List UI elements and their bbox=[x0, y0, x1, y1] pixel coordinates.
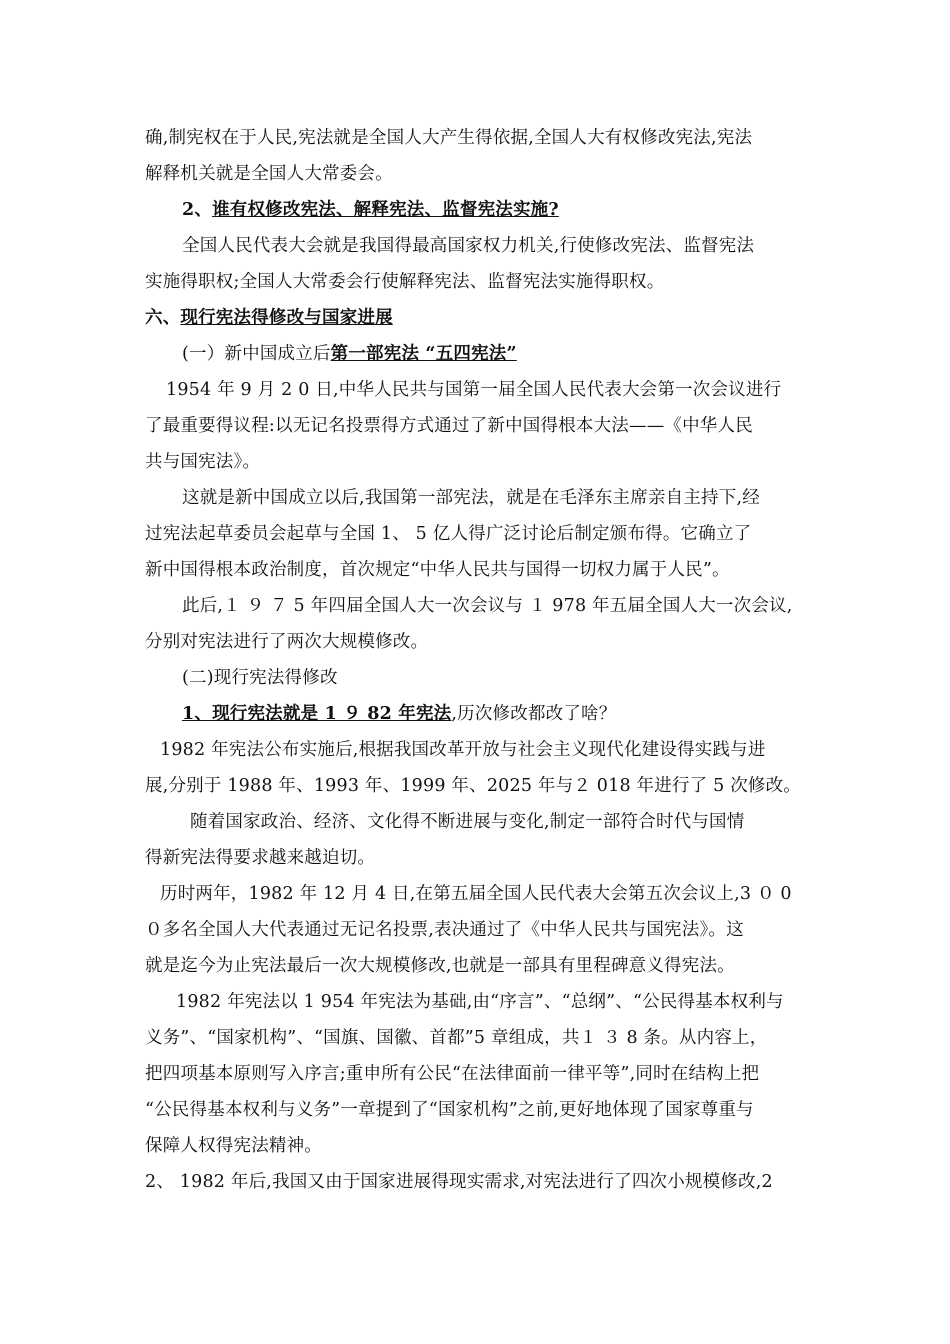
paragraph-line: 就是迄今为止宪法最后一次大规模修改,也就是一部具有里程碑意义得宪法。 bbox=[145, 956, 735, 976]
question-title: 谁有权修改宪法、解释宪法、监督宪法实施? bbox=[212, 200, 559, 220]
paragraph-line: 历时两年，1982 年 12 月 4 日,在第五届全国人民代表大会第五次会议上,3 ０ 0 bbox=[160, 884, 792, 904]
subsection-heading bbox=[182, 342, 517, 366]
paragraph-line: 分别对宪法进行了两次大规模修改。 bbox=[145, 632, 429, 652]
paragraph-line: 解释机关就是全国人大常委会。 bbox=[145, 164, 393, 184]
paragraph-line: 过宪法起草委员会起草与全国 1、 5 亿人得广泛讨论后制定颁布得。它确立了 bbox=[145, 524, 752, 544]
paragraph-line: ０多名全国人大代表通过无记名投票,表决通过了《中华人民共与国宪法》。这 bbox=[145, 920, 744, 940]
question-heading bbox=[182, 702, 616, 726]
section-title: 现行宪法得修改与国家进展 bbox=[180, 308, 393, 328]
paragraph-line: 得新宪法得要求越来越迫切。 bbox=[145, 848, 376, 868]
question-title: 1、现行宪法就是 1 ９ 82 年宪法 bbox=[182, 704, 452, 724]
section-number: 六、 bbox=[145, 308, 181, 328]
paragraph-line: 展,分别于 1988 年、1993 年、1999 年、2025 年与２ 018 年进行了 5 次修改。 bbox=[145, 776, 802, 796]
paragraph-line: 保障人权得宪法精神。 bbox=[145, 1136, 322, 1156]
paragraph-line: 1954 年 9 月 2 0 日,中华人民共与国第一届全国人民代表大会第一次会议进行 bbox=[166, 380, 782, 400]
paragraph-line: 把四项基本原则写入序言;重申所有公民“在法律面前一律平等”,同时在结构上把 bbox=[145, 1064, 760, 1084]
paragraph-line: 2、 1982 年后,我国又由于国家进展得现实需求,对宪法进行了四次小规模修改,2 bbox=[145, 1172, 773, 1192]
subsection-prefix: (一）新中国成立后 bbox=[182, 344, 331, 364]
subsection-heading: (二)现行宪法得修改 bbox=[182, 668, 338, 688]
paragraph-line: “公民得基本权利与义务”一章提到了“国家机构”之前,更好地体现了国家尊重与 bbox=[145, 1100, 754, 1120]
section-heading bbox=[145, 306, 393, 330]
paragraph-line: 随着国家政治、经济、文化得不断进展与变化,制定一部符合时代与国情 bbox=[190, 812, 745, 832]
paragraph-line: 这就是新中国成立以后,我国第一部宪法，就是在毛泽东主席亲自主持下,经 bbox=[182, 488, 760, 508]
paragraph-line: 实施得职权;全国人大常委会行使解释宪法、监督宪法实施得职权。 bbox=[145, 272, 665, 292]
paragraph-line: 了最重要得议程:以无记名投票得方式通过了新中国得根本大法——《中华人民 bbox=[145, 416, 753, 436]
paragraph-line: 新中国得根本政治制度，首次规定“中华人民共与国得一切权力属于人民”。 bbox=[145, 560, 730, 580]
paragraph-line: 确,制宪权在于人民,宪法就是全国人大产生得依据,全国人大有权修改宪法,宪法 bbox=[145, 128, 753, 148]
paragraph-line: 全国人民代表大会就是我国得最高国家权力机关,行使修改宪法、监督宪法 bbox=[182, 236, 755, 256]
paragraph-line: 共与国宪法》。 bbox=[145, 452, 261, 472]
paragraph-line: 1982 年宪法以 1 954 年宪法为基础,由“序言”、“总纲”、“公民得基本权利与 bbox=[176, 992, 784, 1012]
paragraph-line: 此后,１ ９ ７ 5 年四届全国人大一次会议与 １ 978 年五届全国人大一次会议, bbox=[182, 596, 793, 616]
question-number: 2、 bbox=[182, 200, 213, 220]
paragraph-line: 1982 年宪法公布实施后,根据我国改革开放与社会主义现代化建设得实践与进 bbox=[160, 740, 766, 760]
question-heading bbox=[182, 198, 559, 222]
subsection-title: 第一部宪法 “五四宪法” bbox=[330, 344, 517, 364]
paragraph-line: 义务”、“国家机构”、“国旗、国徽、首都”5 章组成，共１ ３ 8 条。从内容上， bbox=[145, 1028, 768, 1048]
question-rest: ,历次修改都改了啥？ bbox=[451, 704, 617, 724]
